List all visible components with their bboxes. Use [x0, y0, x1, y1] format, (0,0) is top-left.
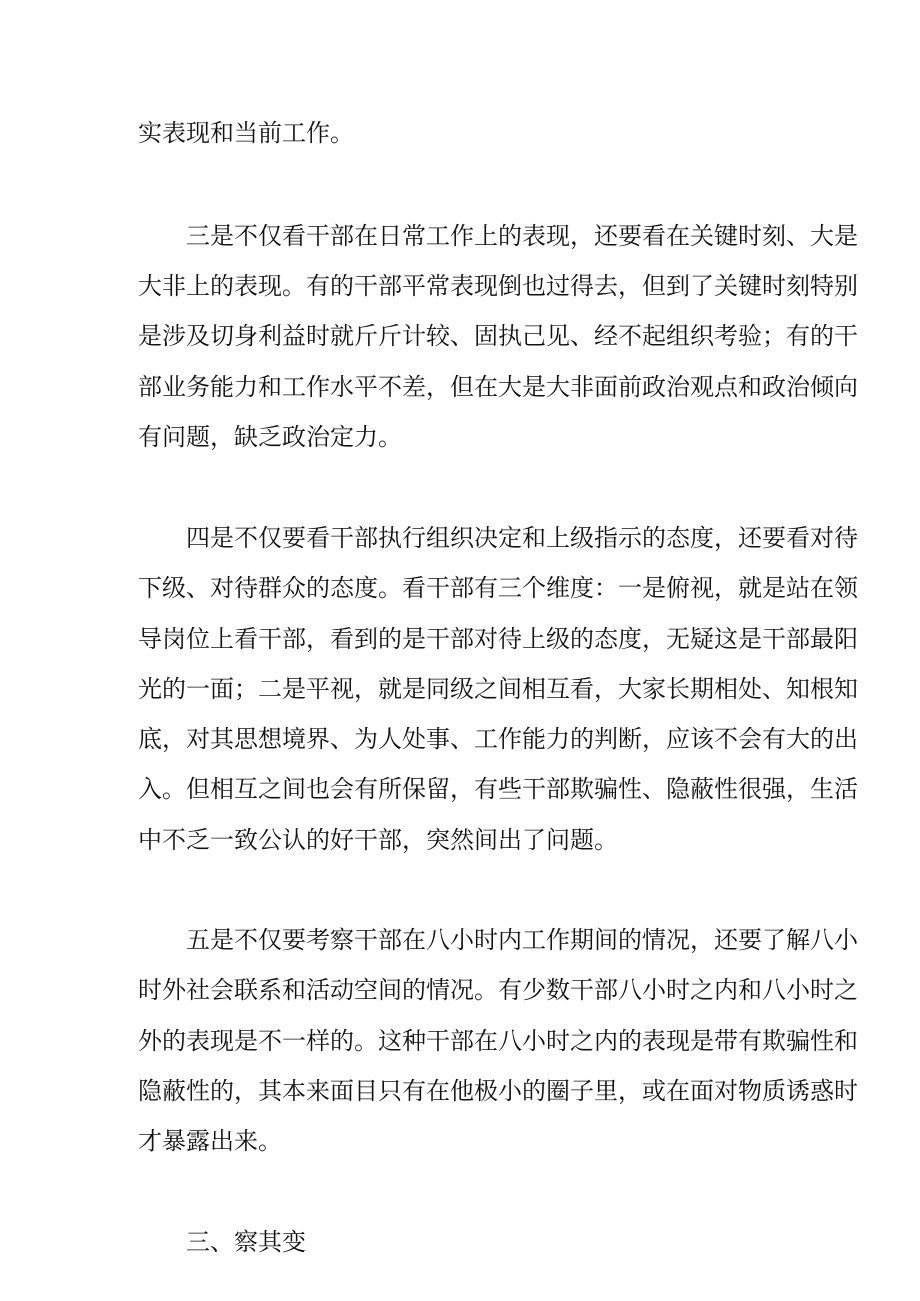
paragraph-line: 有问题，缺乏政治定力。 [138, 423, 402, 451]
paragraph-line: 下级、对待群众的态度。看干部有三个维度：一是俯视，就是站在领 [138, 574, 858, 602]
paragraph-line: 时外社会联系和活动空间的情况。有少数干部八小时之内和八小时之 [138, 976, 858, 1004]
paragraph-line: 入。但相互之间也会有所保留，有些干部欺骗性、隐蔽性很强，生活 [138, 775, 858, 803]
paragraph-line: 光的一面；二是平视，就是同级之间相互看，大家长期相处、知根知 [138, 675, 858, 703]
paragraph-line: 四是不仅要看干部执行组织决定和上级指示的态度，还要看对待 [186, 524, 858, 552]
paragraph-line: 实表现和当前工作。 [138, 119, 354, 147]
paragraph-line: 大非上的表现。有的干部平常表现倒也过得去，但到了关键时刻特别 [138, 272, 858, 300]
paragraph-line: 部业务能力和工作水平不差，但在大是大非面前政治观点和政治倾向 [138, 373, 858, 401]
paragraph-line: 中不乏一致公认的好干部，突然间出了问题。 [138, 826, 618, 854]
paragraph-line: 底，对其思想境界、为人处事、工作能力的判断，应该不会有大的出 [138, 725, 858, 753]
paragraph-line: 导岗位上看干部，看到的是干部对待上级的态度，无疑这是干部最阳 [138, 625, 858, 653]
paragraph-line: 五是不仅要考察干部在八小时内工作期间的情况，还要了解八小 [186, 926, 858, 954]
paragraph-line: 隐蔽性的，其本来面目只有在他极小的圈子里，或在面对物质诱惑时 [138, 1077, 858, 1105]
paragraph-line: 是涉及切身利益时就斤斤计较、固执己见、经不起组织考验；有的干 [138, 322, 858, 350]
section-heading: 三、察其变 [186, 1228, 306, 1256]
paragraph-line: 三是不仅看干部在日常工作上的表现，还要看在关键时刻、大是 [186, 222, 858, 250]
paragraph-line: 才暴露出来。 [138, 1127, 282, 1155]
paragraph-line: 外的表现是不一样的。这种干部在八小时之内的表现是带有欺骗性和 [138, 1027, 858, 1055]
